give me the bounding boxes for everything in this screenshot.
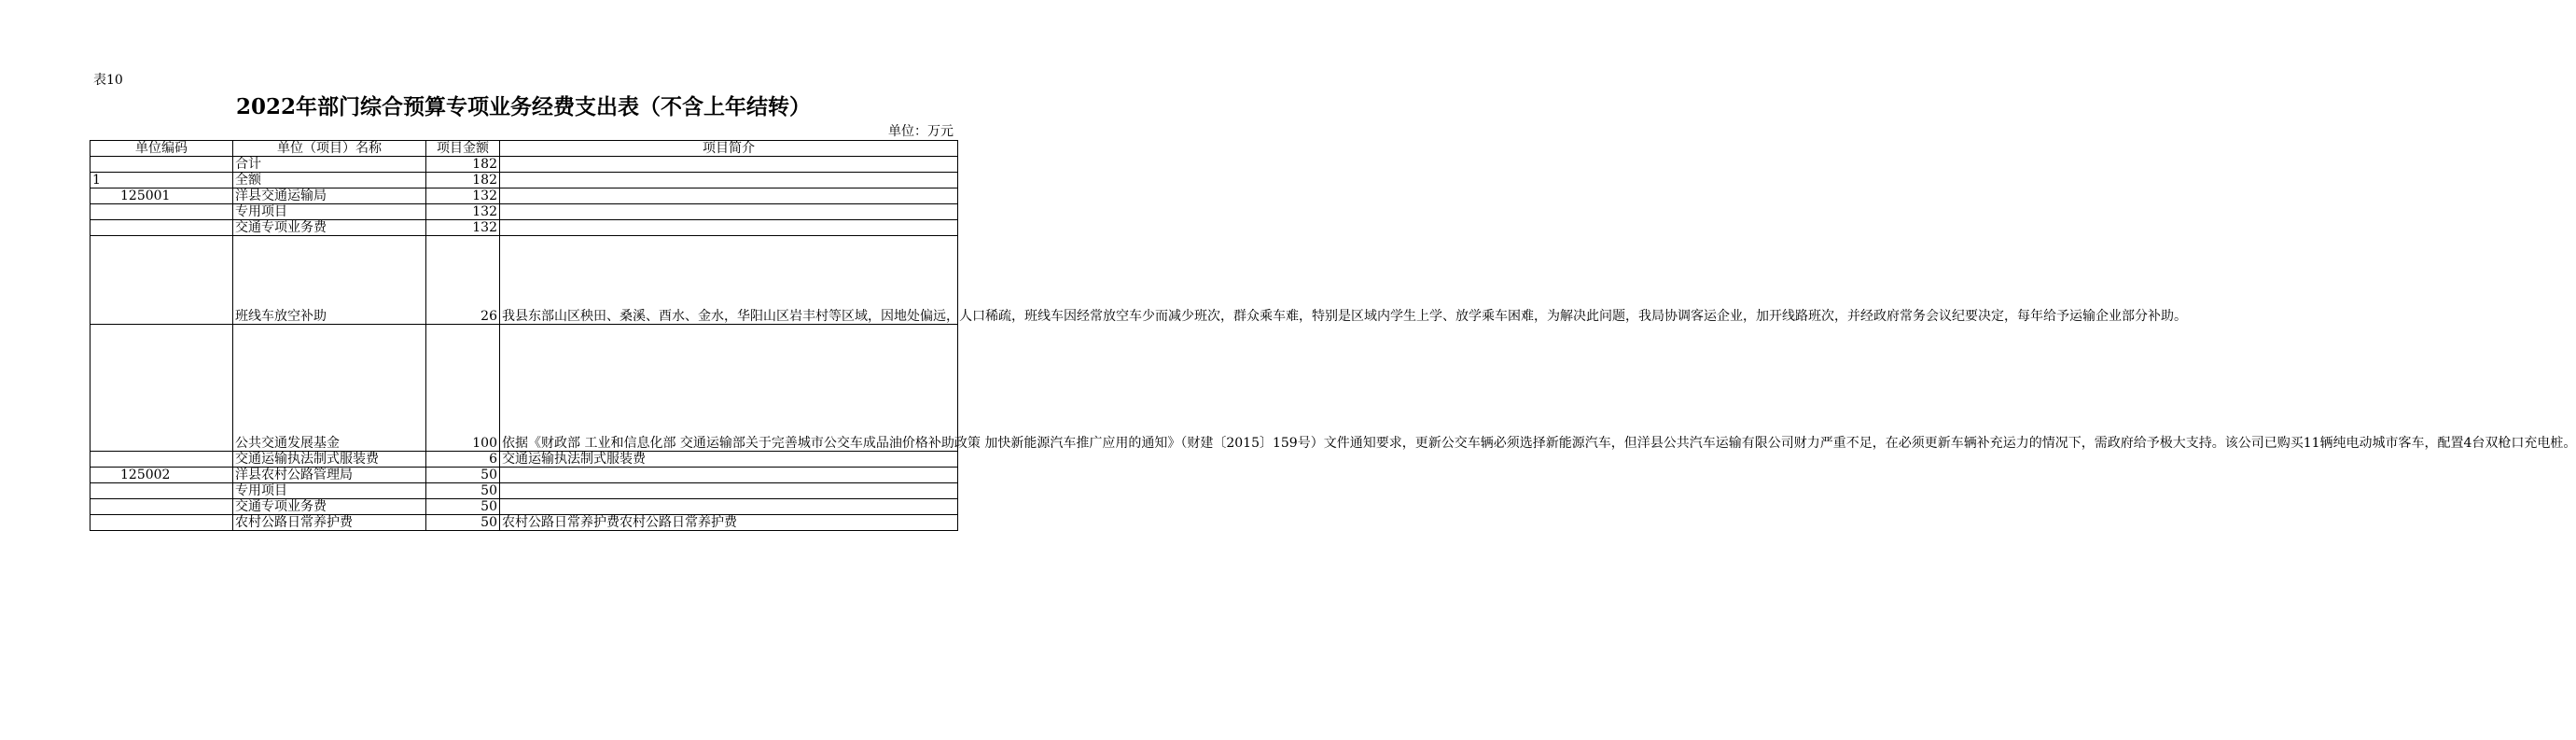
cell-desc: 我县东部山区秧田、桑溪、酉水、金水，华阳山区岩丰村等区域，因地处偏远，人口稀疏，班线车因经常放空车少而减少班次，群众乘车难，特别是区域内学生上学、放学乘车困难，为解决此问题，我局协调客运企业，加开线路班次，并经政府常务会议纪要决定，每年给予运输企业部分补助。 <box>500 236 958 325</box>
budget-table <box>90 140 2576 531</box>
cell-amount: 182 <box>426 157 500 173</box>
header-amount: 项目金额 <box>426 141 500 157</box>
cell-code: 125002 <box>91 468 233 483</box>
cell-desc <box>500 468 958 483</box>
cell-amount: 132 <box>426 204 500 220</box>
cell-desc <box>500 173 958 188</box>
cell-code <box>91 325 233 452</box>
header-unit-code: 单位编码 <box>91 141 233 157</box>
page-title: 2022年部门综合预算专项业务经费支出表（不含上年结转） <box>235 94 811 119</box>
table-row <box>91 188 958 204</box>
cell-code <box>91 157 233 173</box>
cell-name: 合计 <box>233 157 426 173</box>
cell-name: 洋县交通运输局 <box>233 188 426 204</box>
table-header-row <box>91 141 958 157</box>
cell-name: 交通运输执法制式服装费 <box>233 452 426 468</box>
table-row <box>91 325 958 452</box>
cell-desc: 依据《财政部 工业和信息化部 交通运输部关于完善城市公交车成品油价格补助政策 加快新能源汽车推广应用的通知》（财建〔2015〕159号）文件通知要求，更新公交车辆必须选择新能源汽车，但洋县公共汽车运输有限公司财力严重不足，在必须更新车辆补充运力的情况下，需政府给予极大支持。该公司已购买11辆纯电动城市客车，配置4台双枪口充电桩。 <box>500 325 958 452</box>
table-number: 表10 <box>93 73 123 88</box>
header-unit-name: 单位（项目）名称 <box>233 141 426 157</box>
table-row <box>91 220 958 236</box>
cell-desc: 农村公路日常养护费农村公路日常养护费 <box>500 515 958 531</box>
cell-amount: 132 <box>426 220 500 236</box>
cell-name: 专用项目 <box>233 483 426 499</box>
cell-name: 班线车放空补助 <box>233 236 426 325</box>
cell-amount: 100 <box>426 325 500 452</box>
cell-name: 交通专项业务费 <box>233 220 426 236</box>
cell-name: 农村公路日常养护费 <box>233 515 426 531</box>
table-row <box>91 236 958 325</box>
cell-code: 125001 <box>91 188 233 204</box>
cell-desc <box>500 157 958 173</box>
cell-desc <box>500 188 958 204</box>
cell-amount: 50 <box>426 468 500 483</box>
cell-name: 洋县农村公路管理局 <box>233 468 426 483</box>
table-row <box>91 483 958 499</box>
table-row <box>91 452 958 468</box>
cell-code <box>91 204 233 220</box>
cell-code <box>91 483 233 499</box>
cell-amount: 50 <box>426 515 500 531</box>
table-row <box>91 173 958 188</box>
cell-name: 交通专项业务费 <box>233 499 426 515</box>
cell-desc: 交通运输执法制式服装费 <box>500 452 958 468</box>
cell-name: 公共交通发展基金 <box>233 325 426 452</box>
cell-name: 全额 <box>233 173 426 188</box>
cell-amount: 50 <box>426 483 500 499</box>
cell-code <box>91 515 233 531</box>
cell-code <box>91 236 233 325</box>
table-row <box>91 204 958 220</box>
unit-label: 单位：万元 <box>888 124 954 139</box>
cell-amount: 182 <box>426 173 500 188</box>
table-row <box>91 499 958 515</box>
table-row <box>91 515 958 531</box>
cell-amount: 132 <box>426 188 500 204</box>
header-description: 项目简介 <box>500 141 958 157</box>
cell-amount: 6 <box>426 452 500 468</box>
cell-desc <box>500 220 958 236</box>
cell-name: 专用项目 <box>233 204 426 220</box>
table-row <box>91 157 958 173</box>
cell-code <box>91 452 233 468</box>
cell-amount: 50 <box>426 499 500 515</box>
table-row <box>91 468 958 483</box>
cell-code <box>91 220 233 236</box>
cell-code: 1 <box>91 173 233 188</box>
cell-desc <box>500 499 958 515</box>
cell-desc <box>500 204 958 220</box>
cell-desc <box>500 483 958 499</box>
cell-amount: 26 <box>426 236 500 325</box>
cell-code <box>91 499 233 515</box>
